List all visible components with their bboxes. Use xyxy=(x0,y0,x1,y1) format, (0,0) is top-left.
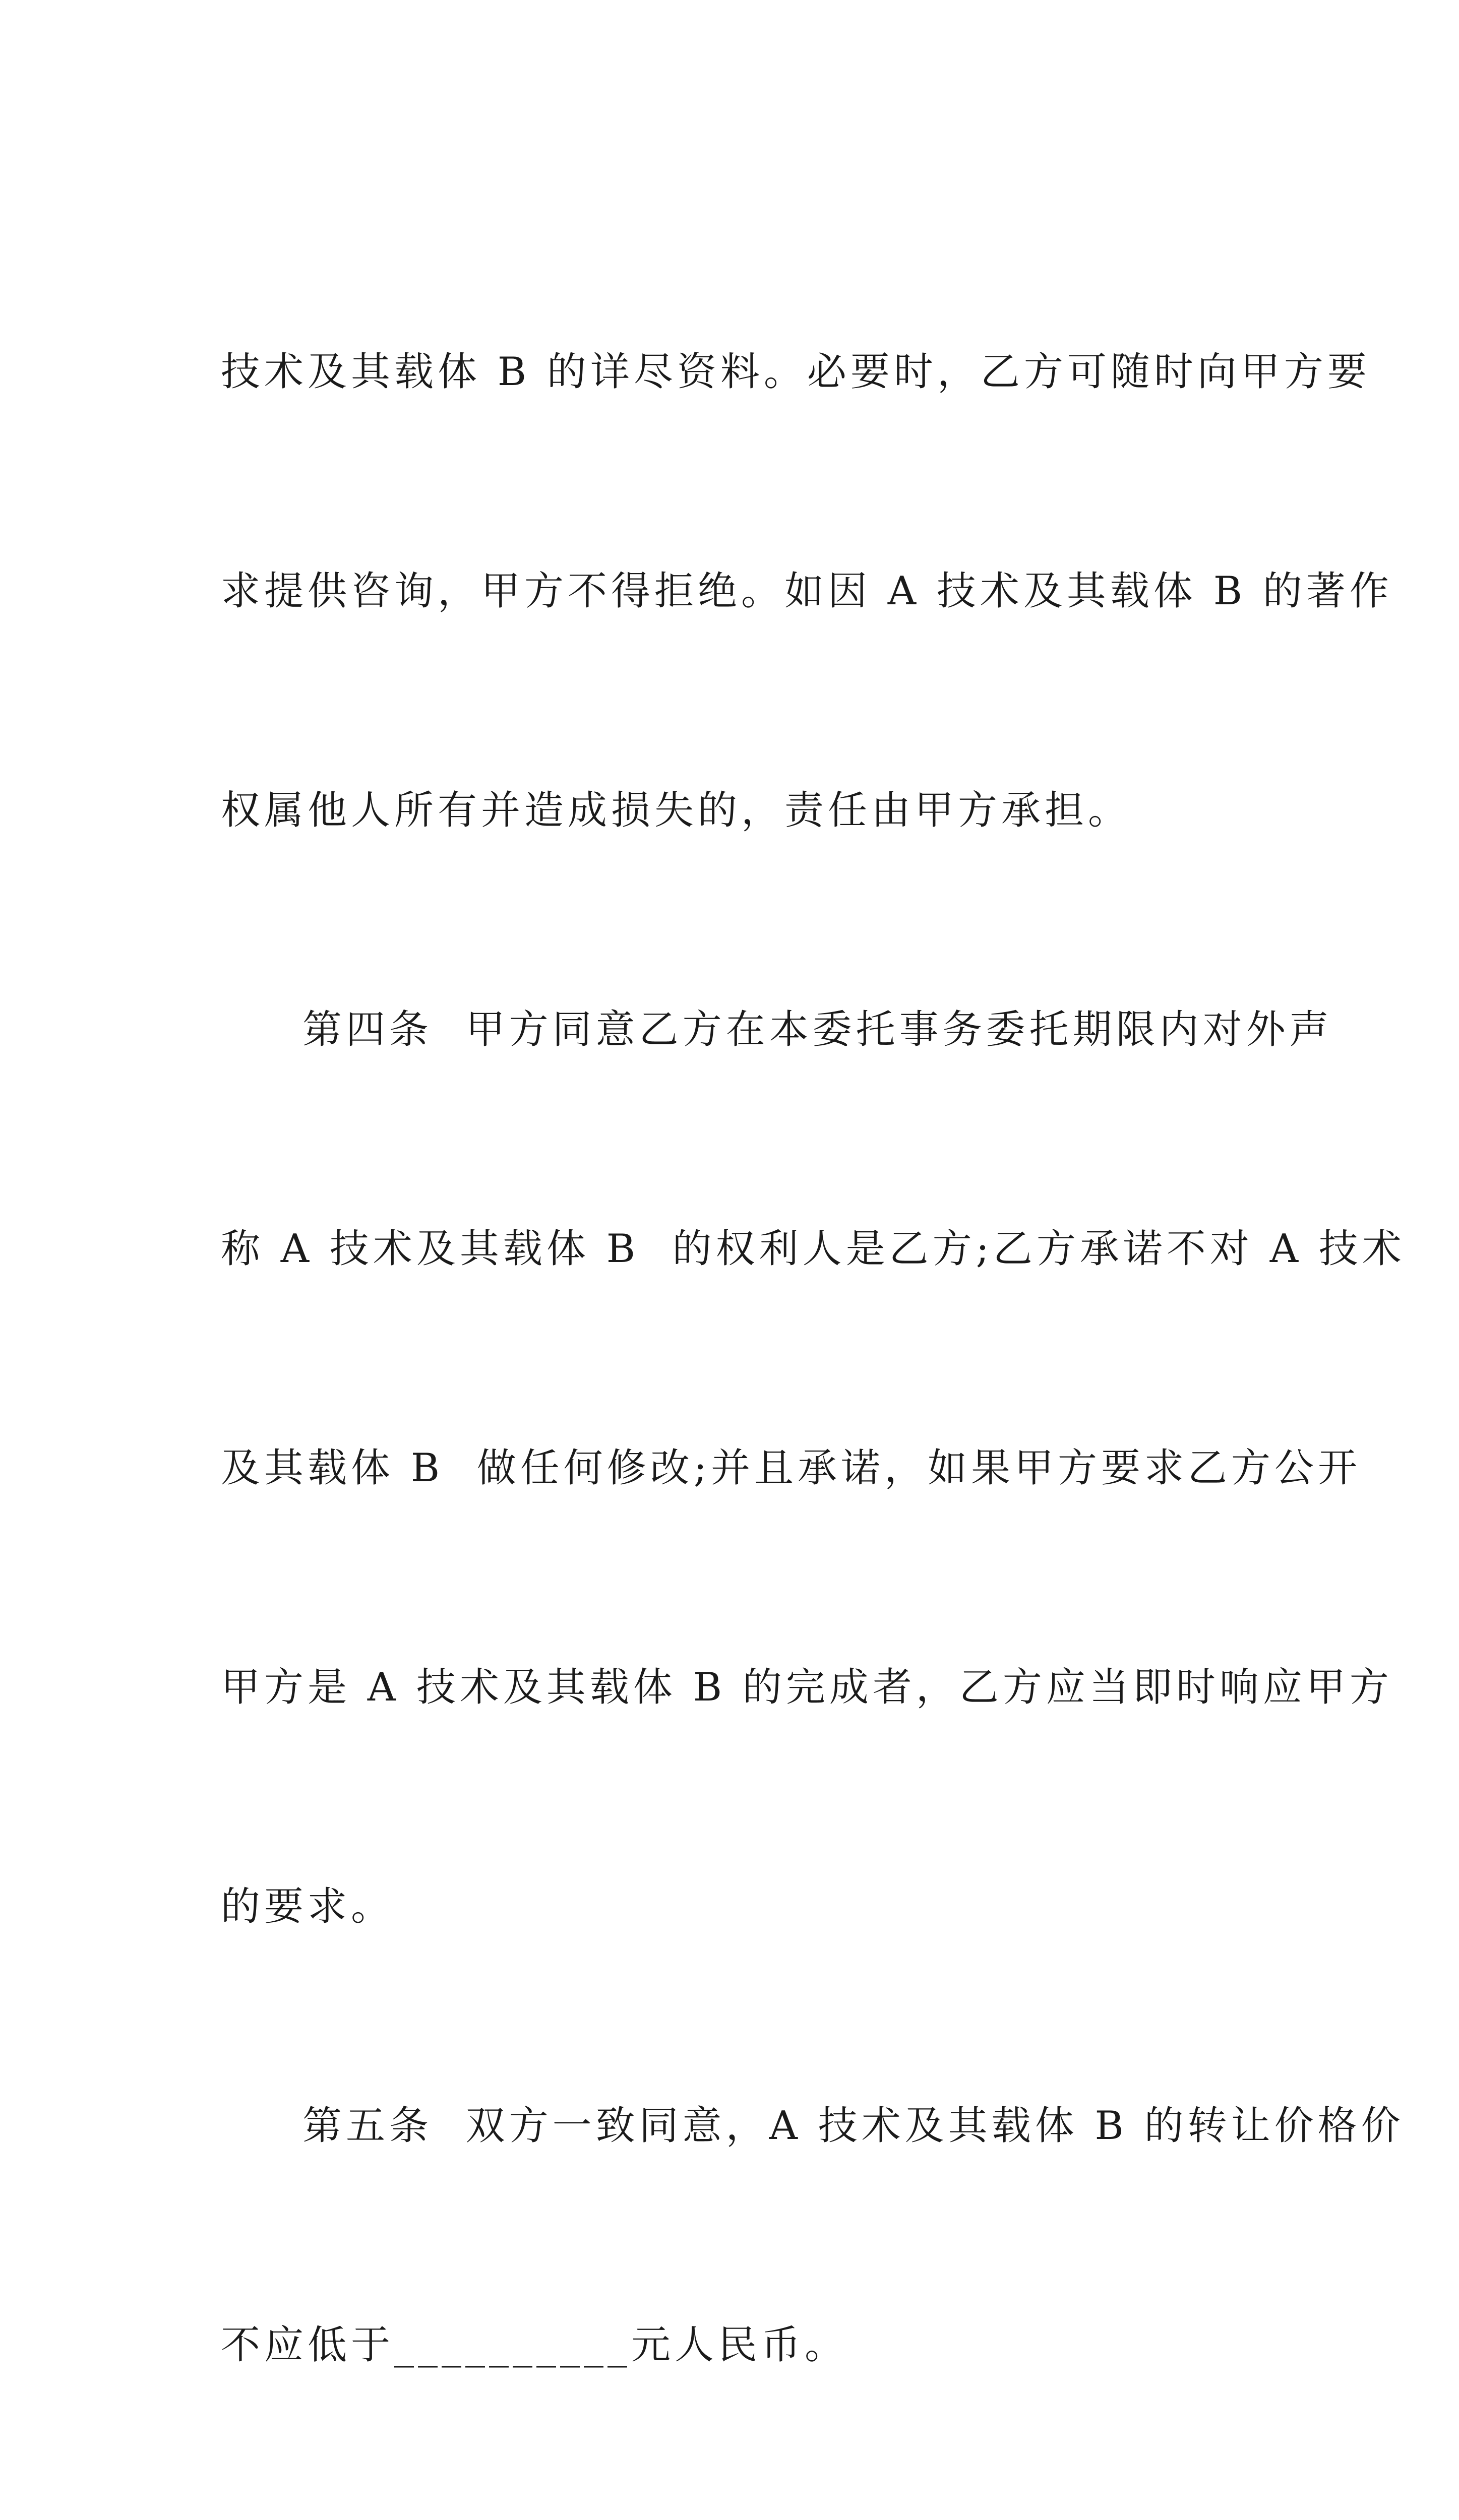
contract-body xyxy=(221,190,1406,2520)
text-line: 求提供咨询，甲方不得拒绝。如因 A 技术及其载体 B 的著作 xyxy=(221,569,1393,614)
text-line: 甲方是 A 技术及其载体 B 的完成者，乙方应当即时响应甲方 xyxy=(221,1665,1393,1710)
text-line: 及其载体 B 做任何修改;并且承诺，如果甲方要求乙方公开 xyxy=(221,1445,1361,1491)
text-line: 的要求。 xyxy=(221,1884,395,1929)
article-4-line: 第四条 甲方同意乙方在本委托事务委托期限内对外声 xyxy=(302,1007,1333,1052)
text-line: 技术及其载体 B 的详尽资料。必要时，乙方可随时向甲方要 xyxy=(221,349,1371,395)
text-line: 不应低于__________元人民币。 xyxy=(221,2322,848,2368)
text-line: 称 A 技术及其载体 B 的权利人是乙方;乙方承诺不对 A 技术 xyxy=(221,1226,1406,1272)
article-5-line: 第五条 双方一致同意，A 技术及其载体 B 的转让价格价 xyxy=(302,2103,1405,2149)
text-line: 权属他人所有并造成损失的，责任由甲方承担。 xyxy=(221,788,1132,833)
